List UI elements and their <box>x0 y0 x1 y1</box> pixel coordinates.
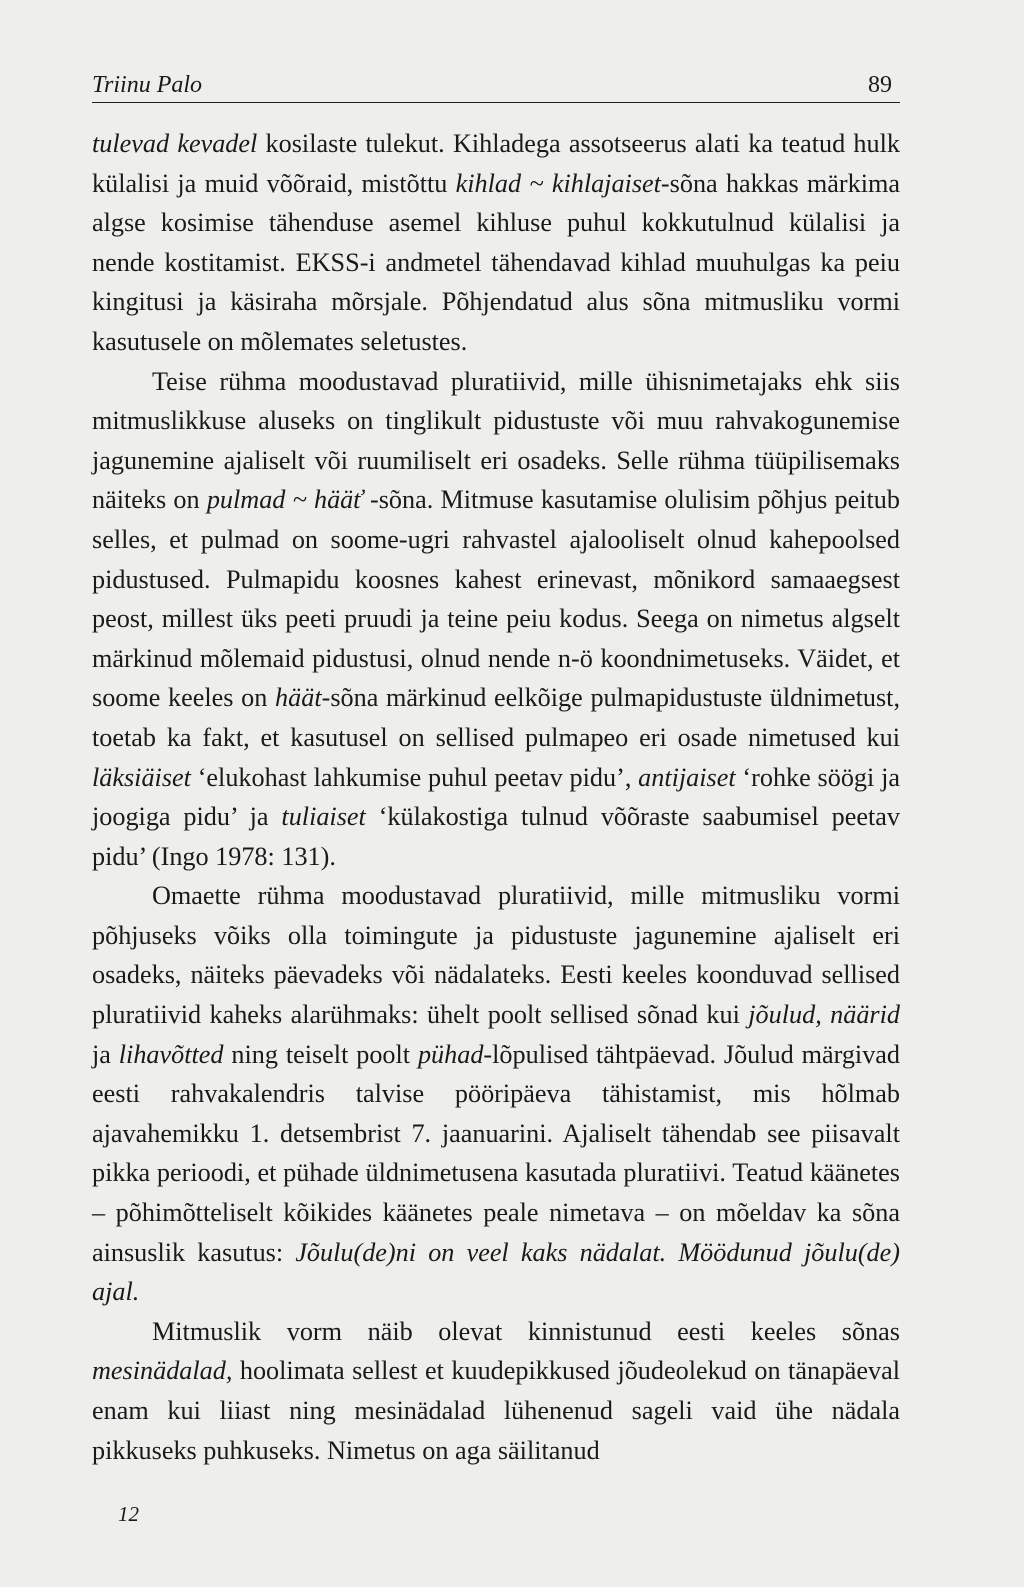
text-run: ja <box>92 1039 119 1069</box>
text-run: ning teiselt poolt <box>223 1039 418 1069</box>
italic-text: antijaiset <box>638 762 736 792</box>
text-run: Teise rühma moodustavad pluratiivid, mille ühisnimetajaks ehk siis mitmuslikkuse aluseks on tinglikult pidustuste või muu rahvakogunemise jagunemine ajaliselt või ruumiliselt eri osadeks. Selle rühma tüüpilisemaks näiteks on <box>92 366 900 515</box>
italic-text: häät <box>275 683 322 713</box>
text-run: kosilaste tulekut. Kihladega assotseerus alati ka teatud hulk külalisi ja muid võõraid, mistõttu <box>92 129 900 198</box>
italic-text: Jõulu(de)ni on veel kaks nädalat. Möödunud jõulu(de) ajal. <box>92 1237 900 1307</box>
text-run: ‘külakostiga tulnud võõraste saabumisel peetav pidu’ (Ingo 1978: 131). <box>92 802 900 871</box>
paragraph <box>92 362 900 877</box>
text-run: Omaette rühma moodustavad pluratiivid, mille mitmusliku vormi põhjuseks võiks olla toimingute ja pidustuste jagunemine ajaliselt eri osadeks, näiteks päevadeks või nädalateks. Eesti keeles koonduvad sellised pluratiivid kaheks alarühmaks: ühelt poolt sellised sõnad kui <box>92 881 900 1030</box>
italic-text: kihlad ~ kihlajaiset- <box>455 168 670 198</box>
italic-text: pühad <box>417 1039 484 1069</box>
italic-text: läksiäiset <box>92 762 191 792</box>
signature-mark: 12 <box>118 1502 139 1526</box>
text-run: Mitmuslik vorm näib olevat kinnistunud eesti keeles sõnas <box>152 1316 900 1346</box>
paragraph <box>92 124 900 362</box>
text-run: ‘elukohast lahkumise puhul peetav pidu’, <box>190 762 639 792</box>
running-header <box>92 72 900 103</box>
italic-text: tulevad kevadel <box>92 129 258 158</box>
text-run: -lõpulised tähtpäevad. Jõulud märgivad eesti rahvakalendris talvise pööripäeva tähistamist, mis hõlmab ajavahemikku 1. detsembrist 7. jaanuarini. Ajaliselt tähendab see piisavalt pikka perioodi, et pühade üldnimetusena kasutada pluratiivi. Teatud käänetes – põhimõtteliselt kõikides käänetes peale nimetava – on mõeldav ka sõna ainsuslik kasutus: <box>92 1039 901 1267</box>
page-number: 89 <box>868 72 892 98</box>
italic-text: mesinädalad, <box>92 1356 233 1386</box>
text-run: hoolimata sellest et kuudepikkused jõudeolekud on tänapäeval enam kui liiast ning mesinädalad lühenenud sageli vaid ühe nädala pikkuseks puhkuseks. Nimetus on aga säilitanud <box>92 1356 900 1465</box>
text-run: ‘rohke söögi ja joogiga pidu’ ja <box>92 762 900 832</box>
body-text <box>92 124 900 1470</box>
running-head-author: Triinu Palo <box>92 72 203 98</box>
italic-text: tuliaiset <box>281 802 366 832</box>
text-run: -sõna. Mitmuse kasutamise olulisim põhjus peitub selles, et pulmad on soome-ugri rahvastel ajalooliselt olnud kahepoolsed pidustused. Pulmapidu koosnes kahest erinevast, mõnikord samaaegsest peost, millest üks peeti pruudi ja teine peiu kodus. Seega on nimetus algselt märkinud mõlemaid pidustusi, olnud nende n-ö koondnimetuseks. Väidet, et soome keeles on <box>92 485 900 713</box>
italic-text: lihavõtted <box>118 1039 224 1069</box>
italic-text: pulmad ~ hääť <box>206 485 363 515</box>
paragraph <box>92 1312 900 1470</box>
text-run: sõna hakkas märkima algse kosimise tähenduse asemel kihluse puhul kokkutulnud külalisi ja nende kostitamist. EKSS-i andmetel tähendavad kihlad muuhulgas ka peiu kingitusi ja käsiraha mõrsjale. Põhjendatud alus sõna mitmusliku vormi kasutusele on mõlemates seletustes. <box>92 168 901 356</box>
text-run: -sõna märkinud eelkõige pulmapidustuste üldnimetust, toetab ka fakt, et kasutusel on sellised pulmapeo eri osade nimetused kui <box>92 683 900 752</box>
italic-text: jõulud, näärid <box>748 1000 900 1030</box>
paragraph <box>92 876 900 1312</box>
